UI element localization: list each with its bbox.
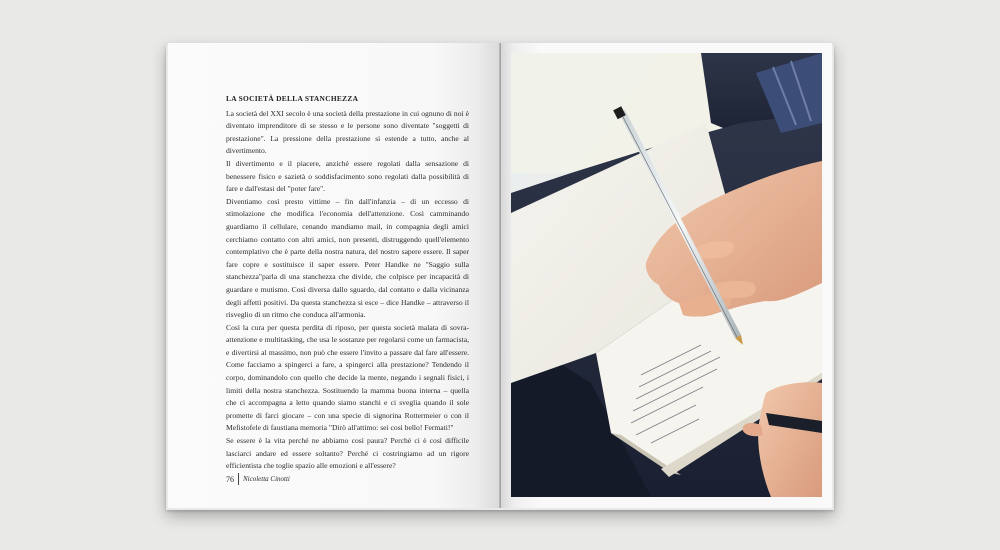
paragraph-3: Diventiamo così presto vittime – fin dall'infanzia – di un eccesso di stimolazione che modifica l'economia dell'attenzione. Così camminando guardiamo il cellulare, cenando mandiamo mail, in compagnia degli amici cerchiamo contatto con altri amici, non presenti, distruggendo quell'elemento contemplativo che è parte della nostra natura, del nostro sapere essere. Il saper fare copre e sostituisce il saper essere. Peter Handke ne "Saggio sulla stanchezza"parla di una stanchezza che divide, che colpisce per incapacità di guardare e mutismo. Così diversa dallo sguardo, dal contatto e dalla vicinanza degli affetti positivi. Da questa stanchezza si esce – dice Handke – attraverso il risveglio di un ritmo che conduca all'armonia.: [226, 196, 469, 320]
author-name: Nicoletta Cinotti: [243, 475, 290, 483]
paragraph-4: Così la cura per questa perdita di riposo, per questa società malata di sovra-attenzione e multitasking, che usa le sostanze per regolarsi come un farmacista, e divertirsi al massimo, non può che essere l'invito a passare dal fare all'essere. Come facciamo a spingerci a fare, a spingerci alla prestazione? Tendendo il corpo, dominandolo con quello che decide la mente, negando i segnali fisici, i limiti della nostra stanchezza. Sostituendo la mamma buona interna – quella che ci accompagna a letto quando siamo stanchi e ci sveglia quando il sole promette di farci giocare – con una specie di signorina Rottermeier o con il Mefistofele di faustiana memoria "Dirò all'attimo: sei così bello! Fermati!": [226, 322, 469, 433]
paragraph-2: Il divertimento e il piacere, anziché essere regolati dalla sensazione di benessere fisico e sazietà o soddisfacimento sono regolati dalla possibilità di fare e dall'estasi del "poter fare".: [226, 158, 469, 194]
page-text: [226, 93, 469, 473]
page-number: 76: [226, 474, 234, 484]
left-page: [168, 43, 501, 508]
chapter-heading: LA SOCIETÀ DELLA STANCHEZZA: [226, 94, 359, 103]
paragraph-1: La società del XXI secolo è una società della prestazione in cui ognuno di noi è diventato imprenditore di se stesso e le persone sono diventate "soggetti di prestazione". La pressione della prestazione si estende a tutto, anche al divertimento.: [226, 108, 469, 156]
hand-writing-in-notebook-photo: [511, 53, 822, 497]
footer-divider: [238, 473, 239, 485]
paragraph-5: Se essere è la vita perché ne abbiamo così paura? Perché ci è così difficile lasciarci andare ed essere soltanto? Perché ci costringiamo ad un rigore efficientista che toglie spazio alle emozioni e all'essere?: [226, 436, 469, 471]
right-page: [501, 43, 832, 508]
page-footer: [226, 473, 290, 485]
